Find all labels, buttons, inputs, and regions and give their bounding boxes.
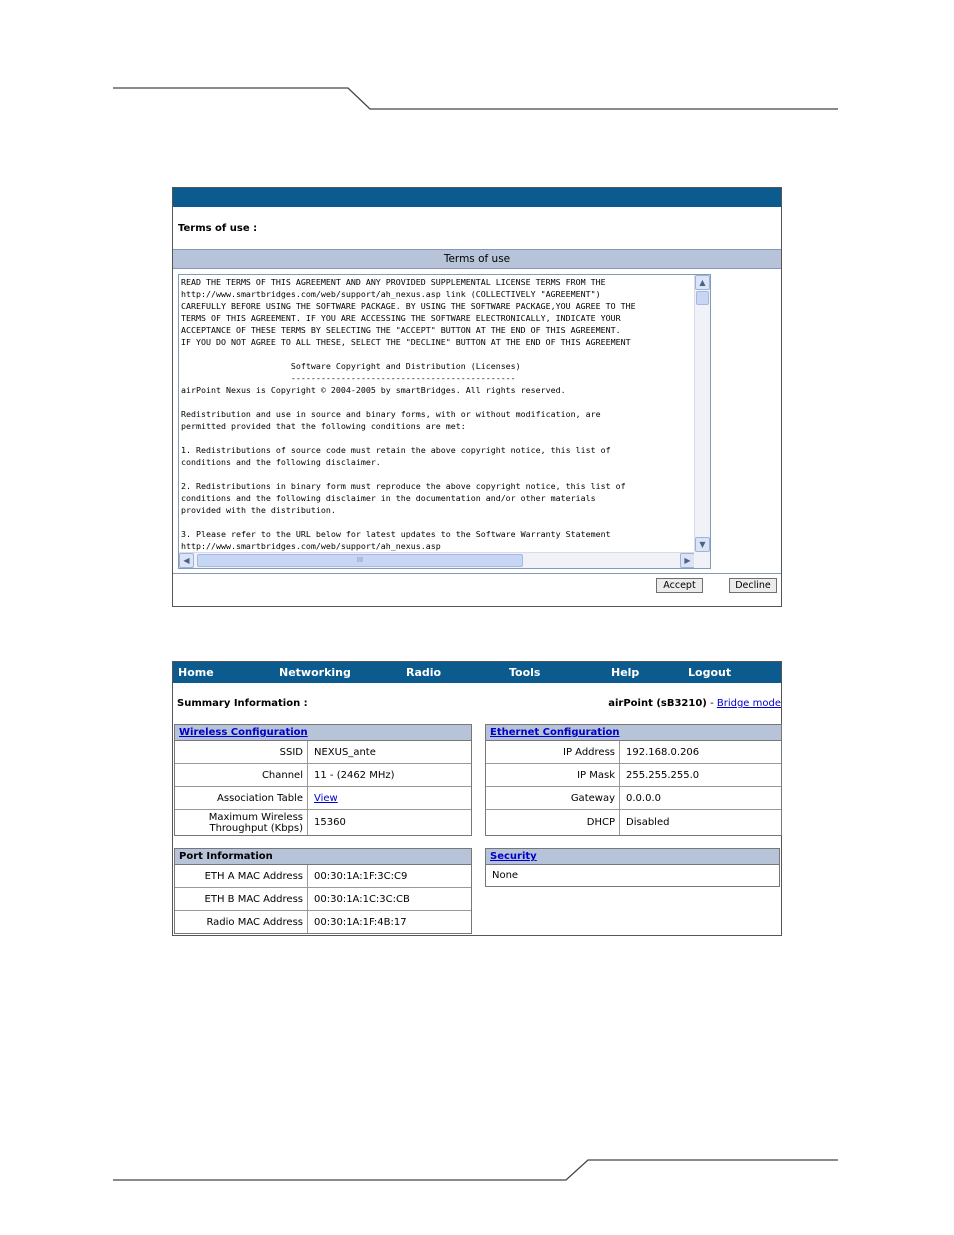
wireless-configuration-link[interactable]: Wireless Configuration bbox=[179, 727, 308, 738]
nav-logout[interactable]: Logout bbox=[688, 666, 732, 679]
panel-header bbox=[486, 725, 781, 741]
nav-tools[interactable]: Tools bbox=[509, 666, 541, 679]
footer-divider bbox=[173, 573, 781, 574]
vertical-scrollbar[interactable] bbox=[694, 275, 710, 552]
channel-value: 11 - (2462 MHz) bbox=[314, 769, 395, 781]
table-row bbox=[486, 764, 781, 787]
ethernet-configuration-panel bbox=[485, 724, 782, 836]
table-row bbox=[486, 810, 781, 835]
device-separator: - bbox=[706, 698, 717, 709]
scroll-up-icon[interactable]: ▲ bbox=[695, 275, 710, 290]
eth-a-mac-value: 00:30:1A:1F:3C:C9 bbox=[314, 870, 408, 882]
dhcp-value: Disabled bbox=[626, 817, 670, 828]
scroll-right-icon[interactable]: ▶ bbox=[680, 553, 695, 568]
scroll-down-icon[interactable]: ▼ bbox=[695, 537, 710, 552]
table-row bbox=[175, 741, 471, 764]
summary-information-label: Summary Information : bbox=[177, 698, 308, 709]
association-view-link[interactable]: View bbox=[314, 792, 338, 804]
table-row bbox=[486, 865, 779, 886]
terms-of-use-window bbox=[172, 187, 782, 607]
radio-mac-value: 00:30:1A:1F:4B:17 bbox=[314, 916, 407, 928]
panel-header bbox=[175, 725, 471, 741]
radio-mac-label: Radio MAC Address bbox=[175, 911, 308, 933]
ip-mask-value: 255.255.255.0 bbox=[626, 769, 700, 781]
table-row bbox=[175, 787, 471, 810]
eth-a-mac-label: ETH A MAC Address bbox=[175, 865, 308, 887]
table-row bbox=[175, 810, 471, 835]
accept-button[interactable]: Accept bbox=[656, 578, 703, 593]
port-information-header: Port Information bbox=[175, 849, 471, 865]
panel-header bbox=[486, 849, 779, 865]
decline-button[interactable]: Decline bbox=[729, 578, 777, 593]
ip-address-label: IP Address bbox=[486, 741, 620, 763]
table-row bbox=[175, 911, 471, 933]
ssid-label: SSID bbox=[175, 741, 308, 763]
gateway-value: 0.0.0.0 bbox=[626, 792, 661, 804]
eth-b-mac-label: ETH B MAC Address bbox=[175, 888, 308, 910]
security-link[interactable]: Security bbox=[490, 851, 537, 862]
wireless-configuration-panel bbox=[174, 724, 472, 836]
ip-mask-label: IP Mask bbox=[486, 764, 620, 786]
nav-home[interactable]: Home bbox=[178, 666, 214, 679]
port-information-panel bbox=[174, 848, 472, 934]
ssid-value: NEXUS_ante bbox=[314, 746, 376, 758]
top-nav-bar bbox=[173, 662, 781, 683]
security-panel bbox=[485, 848, 780, 887]
table-row bbox=[486, 787, 781, 810]
max-throughput-value: 15360 bbox=[314, 817, 346, 828]
horizontal-scroll-thumb[interactable]: III bbox=[197, 554, 523, 567]
scroll-left-icon[interactable]: ◀ bbox=[179, 553, 194, 568]
association-table-value bbox=[308, 787, 338, 809]
terms-of-use-header: Terms of use bbox=[173, 249, 781, 269]
nav-help[interactable]: Help bbox=[611, 666, 640, 679]
ip-address-value: 192.168.0.206 bbox=[626, 746, 700, 758]
terms-text-area[interactable] bbox=[178, 274, 711, 569]
summary-window bbox=[172, 661, 782, 936]
table-row bbox=[486, 741, 781, 764]
table-row bbox=[175, 865, 471, 888]
table-row bbox=[175, 764, 471, 787]
dhcp-label: DHCP bbox=[486, 810, 620, 835]
device-name: airPoint (sB3210) bbox=[608, 698, 707, 709]
table-row bbox=[175, 888, 471, 911]
bridge-mode-link[interactable]: Bridge mode bbox=[716, 698, 781, 709]
nav-networking[interactable]: Networking bbox=[279, 666, 351, 679]
ethernet-configuration-link[interactable]: Ethernet Configuration bbox=[490, 727, 620, 738]
horizontal-scrollbar[interactable] bbox=[179, 552, 695, 568]
scrollbar-corner bbox=[694, 552, 710, 568]
gateway-label: Gateway bbox=[486, 787, 620, 809]
vertical-scroll-thumb[interactable] bbox=[696, 291, 709, 305]
device-info bbox=[608, 698, 781, 709]
security-value: None bbox=[492, 870, 519, 881]
nav-radio[interactable]: Radio bbox=[406, 666, 442, 679]
terms-text: READ THE TERMS OF THIS AGREEMENT AND ANY PROVIDED SUPPLEMENTAL LICENSE TERMS FROM THE http://www.smartbridges.com/web/support/ah_nexus.asp link (COLLECTIVELY "AGREEMENT") CAREFULLY BEFORE USING THE SOFTWARE PACKAGE. BY USING THE SOFTWARE PACKAGE,YOU AGREE TO THE TERMS OF THIS AGREEMENT. IF YOU ARE ACCESSING THE SOFTWARE ELECTRONICALLY, INDICATE YOUR ACCEPTANCE OF THESE TERMS BY SELECTING THE "ACCEPT" BUTTON AT THE END OF THIS AGREEMENT. IF YOU DO NOT AGREE TO ALL THESE, SELECT THE "DECLINE" BUTTON AT THE END OF THIS AGREEMENT Software Copyright and Distribution (Licenses) --------------------------------------------- airPoint Nexus is Copyright © 2004-2005 by smartBridges. All rights reserved. Redistribution and use in source and binary forms, with or without modification, are permitted provided that the following conditions are met: 1. Redistributions of source code must retain the above copyright notice, this list of conditions and the following disclaimer. 2. Redistributions in binary form must reproduce the above copyright notice, this list of conditions and the following disclaimer in the documentation and/or other materials provided with the distribution. 3. Please refer to the URL below for latest updates to the Software Warranty Statement http://www.smartbridges.com/web/support/ah_nexus.asp bbox=[181, 277, 636, 551]
max-throughput-label: Maximum Wireless Throughput (Kbps) bbox=[175, 810, 308, 835]
channel-label: Channel bbox=[175, 764, 308, 786]
terms-of-use-label: Terms of use : bbox=[178, 223, 258, 234]
eth-b-mac-value: 00:30:1A:1C:3C:CB bbox=[314, 893, 410, 905]
window-title-bar bbox=[173, 188, 781, 207]
association-table-label: Association Table bbox=[175, 787, 308, 809]
